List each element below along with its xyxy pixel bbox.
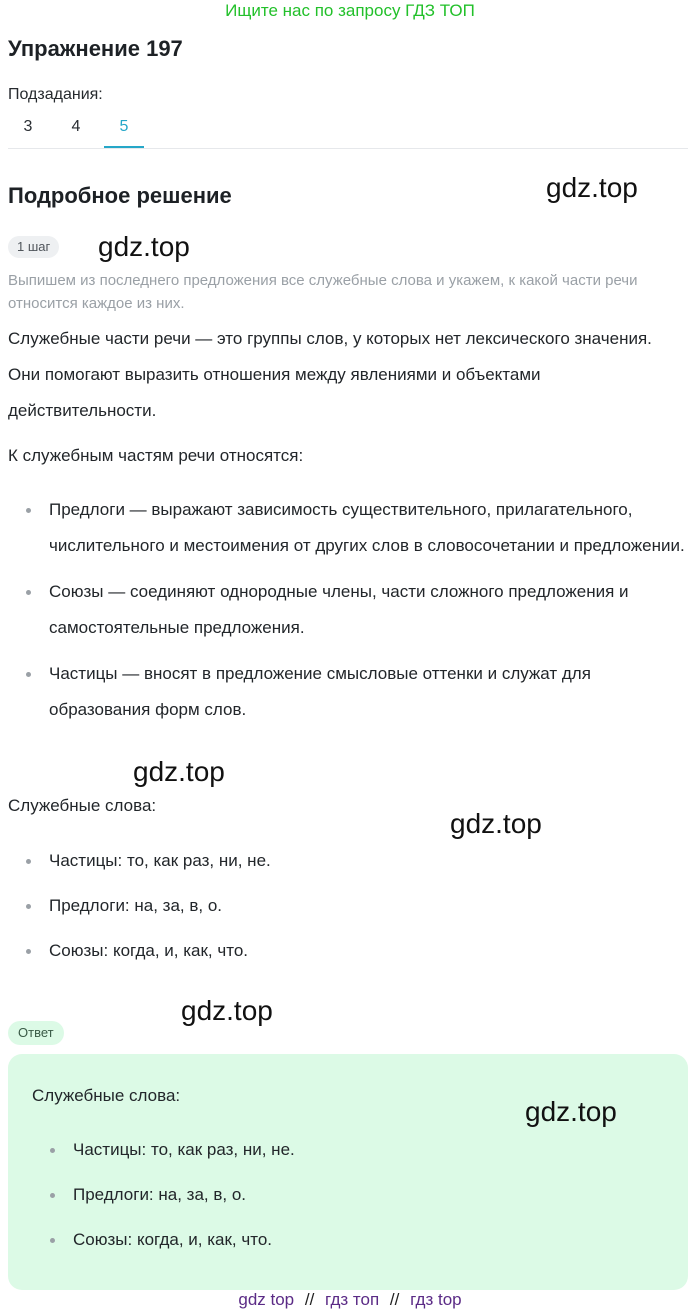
step-hint: Выпишем из последнего предложения все служебные слова и укажем, к какой части речи относится каждое из них. xyxy=(8,272,638,312)
bullet-icon xyxy=(26,949,31,954)
tab-subtask-5[interactable]: 5 xyxy=(104,116,144,148)
list-item: Частицы: то, как раз, ни, не. xyxy=(32,1132,662,1168)
watermark: gdz.top xyxy=(98,231,190,262)
subtasks-label: Подзадания: xyxy=(8,86,103,103)
list-item: Частицы — вносят в предложение смысловые оттенки и служат для образования форм слов. xyxy=(8,656,692,728)
solution-title: Подробное решение xyxy=(8,183,232,208)
list-item: Предлоги: на, за, в, о. xyxy=(32,1177,662,1213)
paragraph-list-intro: К служебным частям речи относятся: xyxy=(8,446,304,465)
answer-list xyxy=(32,1132,662,1267)
watermark: gdz.top xyxy=(133,756,225,787)
bullet-icon xyxy=(26,859,31,864)
service-words-label: Служебные слова: xyxy=(8,796,157,815)
footer-link-gdz-top-mixed[interactable]: гдз top xyxy=(410,1290,462,1309)
subtask-tabs xyxy=(8,116,688,149)
top-banner: Ищите нас по запросу ГДЗ ТОП xyxy=(225,1,475,20)
list-item: Союзы: когда, и, как, что. xyxy=(32,1222,662,1258)
watermark: gdz.top xyxy=(525,1096,617,1127)
tab-subtask-3[interactable]: 3 xyxy=(23,118,33,135)
footer-link-gdz-top-ru[interactable]: гдз топ xyxy=(325,1290,380,1309)
list-item: Союзы — соединяют однородные члены, части сложного предложения и самостоятельные предложения. xyxy=(8,574,692,646)
answer-label: Служебные слова: xyxy=(32,1086,181,1105)
bullet-icon xyxy=(50,1238,55,1243)
footer-link-gdz-top[interactable]: gdz top xyxy=(238,1290,295,1309)
bullet-icon xyxy=(26,672,31,677)
footer-separator: // xyxy=(389,1290,400,1309)
answer-badge: Ответ xyxy=(8,1021,64,1045)
bullet-icon xyxy=(50,1193,55,1198)
page-title: Упражнение 197 xyxy=(8,36,183,61)
list-item: Частицы: то, как раз, ни, не. xyxy=(8,843,692,879)
watermark: gdz.top xyxy=(450,808,542,839)
bullet-icon xyxy=(26,590,31,595)
bullet-icon xyxy=(26,904,31,909)
tab-subtask-4[interactable]: 4 xyxy=(71,118,81,135)
step-badge: 1 шаг xyxy=(8,236,59,258)
paragraph-definition: Служебные части речи — это группы слов, у которых нет лексического значения. Они помогают выразить отношения между явлениями и объектами действительности. xyxy=(8,329,652,420)
watermark: gdz.top xyxy=(181,995,273,1026)
footer-links xyxy=(0,1290,700,1310)
list-item: Предлоги: на, за, в, о. xyxy=(8,888,692,924)
definitions-list xyxy=(8,492,692,738)
list-item: Предлоги — выражают зависимость существительного, прилагательного, числительного и местоимения от других слов в словосочетании и предложении. xyxy=(8,492,692,564)
watermark: gdz.top xyxy=(546,172,638,203)
answer-box xyxy=(8,1054,688,1290)
footer-separator: // xyxy=(304,1290,315,1309)
service-words-list xyxy=(8,843,692,978)
list-item: Союзы: когда, и, как, что. xyxy=(8,933,692,969)
bullet-icon xyxy=(50,1148,55,1153)
bullet-icon xyxy=(26,508,31,513)
